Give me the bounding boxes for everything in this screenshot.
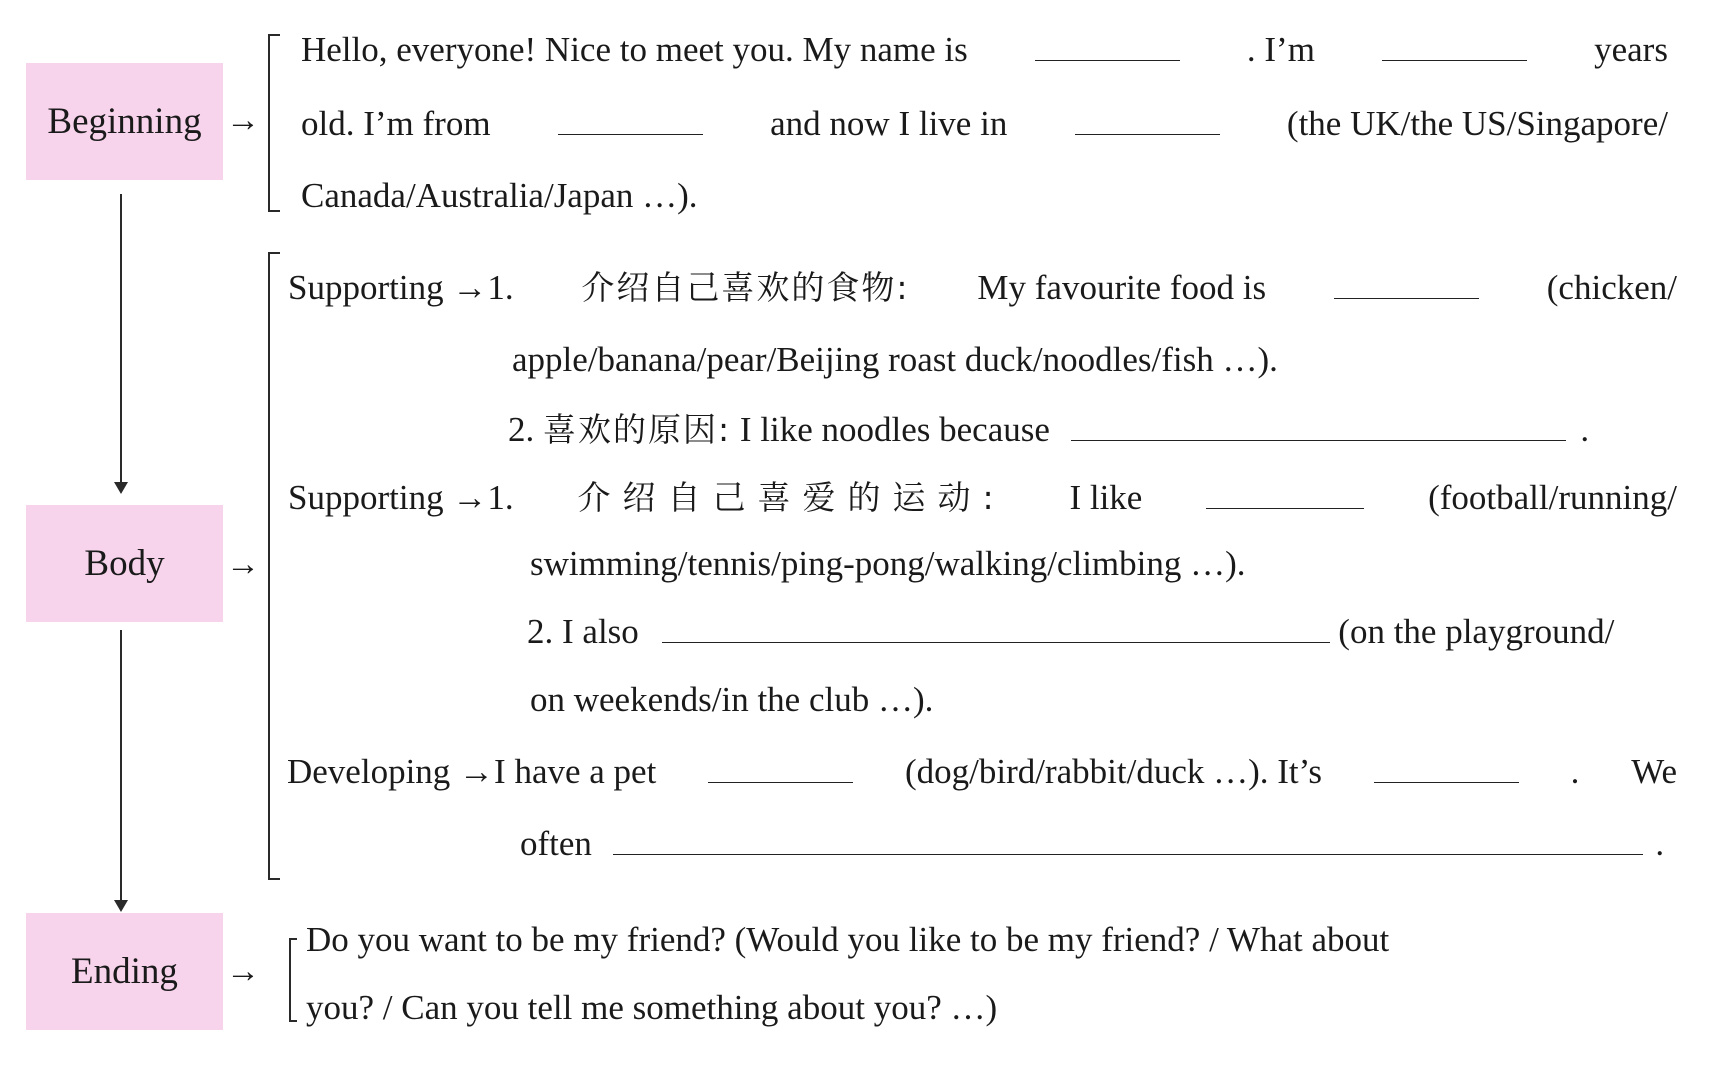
supporting-1-head: Supporting →1.: [288, 268, 514, 307]
developing-end: .: [1655, 824, 1665, 863]
body-supporting-2-line-4: on weekends/in the club …).: [530, 680, 934, 719]
beginning-l2-text-a: old. I’m from: [301, 104, 491, 143]
supporting-1-2-end: .: [1580, 410, 1590, 449]
body-developing-line-2: [520, 824, 1664, 864]
flow-line-2: [120, 630, 122, 902]
body-arrow: →: [226, 546, 260, 583]
supporting-2-head: Supporting →1.: [288, 478, 514, 517]
beginning-line-3: Canada/Australia/Japan …).: [301, 176, 698, 215]
body-supporting-2-line-3: [527, 612, 1614, 652]
supporting-2-cn: 介绍自己喜爱的运动:: [577, 478, 1006, 517]
beginning-bracket: [268, 34, 280, 212]
supporting-1-opt: (chicken/: [1546, 268, 1677, 307]
body-supporting-1-line-1: [288, 268, 1677, 308]
supporting-2-2: 2. I also: [527, 612, 639, 651]
body-label: Body: [26, 505, 223, 622]
developing-opt: (dog/bird/rabbit/duck …). It’s: [904, 752, 1322, 791]
blank-food: [1334, 268, 1479, 299]
blank-live: [1075, 104, 1220, 135]
beginning-l2-text-b: and now I live in: [770, 104, 1008, 143]
ending-label: Ending: [26, 913, 223, 1030]
blank-sport: [1206, 478, 1364, 509]
developing-often: often: [520, 824, 592, 863]
beginning-l1-text-a: Hello, everyone! Nice to meet you. My name is: [301, 30, 968, 69]
blank-reason: [1071, 410, 1566, 441]
blank-from: [558, 104, 703, 135]
ending-bracket: [289, 938, 297, 1022]
developing-dot: .: [1570, 752, 1580, 791]
supporting-1-cn: 介绍自己喜欢的食物:: [581, 268, 910, 307]
blank-often: [613, 824, 1643, 855]
supporting-1-2-num: 2.: [508, 410, 535, 449]
body-supporting-2-line-1: [288, 478, 1677, 518]
body-supporting-1-line-2: apple/banana/pear/Beijing roast duck/noodles/fish …).: [512, 340, 1278, 379]
blank-also: [662, 612, 1330, 643]
beginning-line-1: [301, 30, 1668, 70]
developing-we: We: [1631, 752, 1677, 791]
blank-age: [1382, 30, 1527, 61]
body-developing-line-1: [287, 752, 1677, 792]
supporting-2-2-opt: (on the playground/: [1338, 612, 1615, 651]
supporting-2-opt: (football/running/: [1428, 478, 1677, 517]
blank-name: [1035, 30, 1180, 61]
supporting-1-en: My favourite food is: [977, 268, 1267, 307]
ending-line-1: Do you want to be my friend? (Would you like to be my friend? / What about: [306, 920, 1390, 959]
ending-line-2: you? / Can you tell me something about you? …): [306, 988, 998, 1027]
flow-arrowhead-2: [114, 900, 128, 912]
supporting-2-en: I like: [1069, 478, 1143, 517]
beginning-arrow: →: [226, 102, 260, 139]
beginning-l1-text-b: . I’m: [1246, 30, 1315, 69]
flow-arrowhead-1: [114, 482, 128, 494]
body-bracket: [268, 252, 280, 880]
ending-arrow: →: [226, 953, 260, 990]
flow-line-1: [120, 194, 122, 484]
supporting-1-2-en: I like noodles because: [739, 410, 1050, 449]
blank-pet: [708, 752, 853, 783]
body-supporting-1-line-3: [508, 410, 1589, 450]
beginning-l1-text-c: years: [1594, 30, 1668, 69]
supporting-1-2-cn: 喜欢的原因:: [543, 410, 732, 449]
body-supporting-2-line-2: swimming/tennis/ping-pong/walking/climbing …).: [530, 544, 1246, 583]
beginning-label: Beginning: [26, 63, 223, 180]
developing-head: Developing →I have a pet: [287, 752, 657, 791]
beginning-l2-text-c: (the UK/the US/Singapore/: [1286, 104, 1668, 143]
blank-pet-desc: [1374, 752, 1519, 783]
beginning-line-2: [301, 104, 1668, 144]
